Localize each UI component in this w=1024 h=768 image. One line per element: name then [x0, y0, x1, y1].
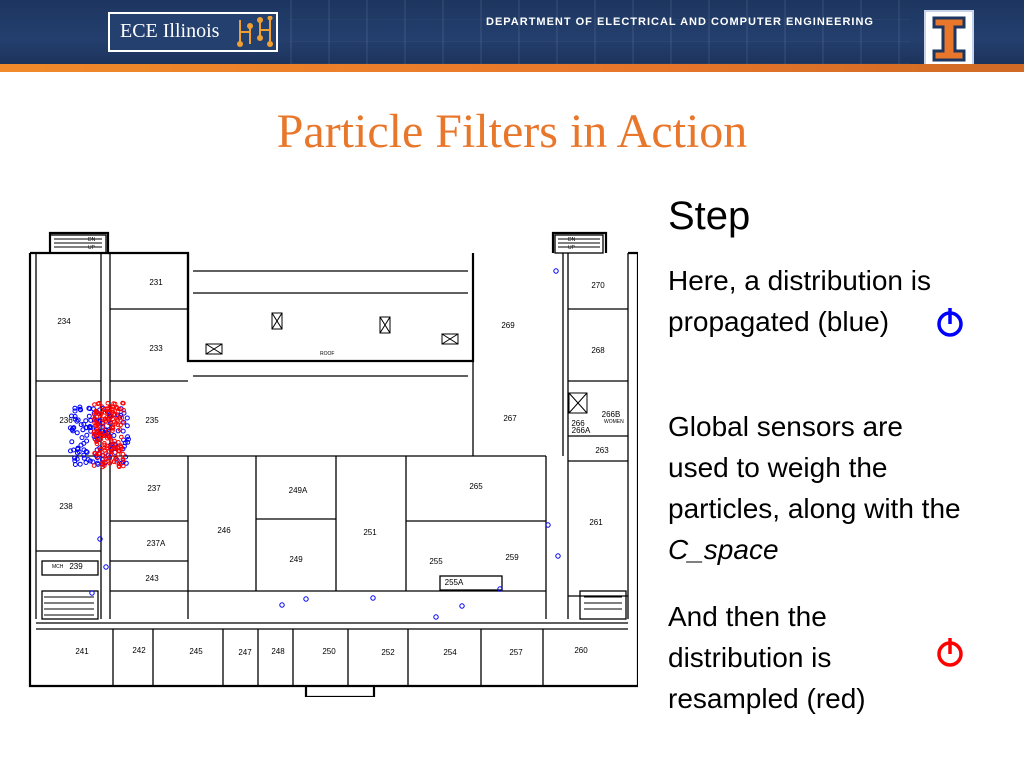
- red-particle: [120, 435, 124, 439]
- svg-text:UP: UP: [88, 245, 95, 251]
- header-banner: [0, 0, 1024, 72]
- illinois-block-i-icon[interactable]: [924, 10, 974, 68]
- cspace-term: C_space: [668, 534, 779, 565]
- svg-text:255A: 255A: [444, 578, 464, 587]
- svg-text:270: 270: [591, 281, 605, 290]
- banner-texture: [290, 0, 910, 64]
- blue-particle: [112, 434, 116, 438]
- department-title: DEPARTMENT OF ELECTRICAL AND COMPUTER ENGINEERING: [486, 16, 874, 28]
- bullet-weigh-text: Global sensors are used to weigh the particles, along with the: [668, 411, 961, 524]
- bullet-weigh: [668, 406, 968, 570]
- svg-text:255: 255: [429, 557, 443, 566]
- red-particle: [106, 401, 110, 405]
- svg-text:239: 239: [69, 562, 83, 571]
- svg-text:246: 246: [217, 526, 231, 535]
- svg-text:267: 267: [503, 414, 517, 423]
- blue-particle: [125, 424, 129, 428]
- svg-text:260: 260: [574, 646, 588, 655]
- power-icon[interactable]: [935, 306, 965, 338]
- svg-text:UP: UP: [568, 245, 575, 251]
- floor-plan-map: [28, 231, 638, 697]
- slide-title: Particle Filters in Action: [276, 105, 748, 158]
- svg-text:248: 248: [271, 647, 285, 656]
- svg-text:237: 237: [147, 484, 161, 493]
- blue-particle: [125, 416, 129, 420]
- svg-text:242: 242: [132, 646, 146, 655]
- svg-text:WOMEN: WOMEN: [604, 419, 624, 425]
- svg-text:268: 268: [591, 346, 605, 355]
- svg-text:233: 233: [149, 344, 163, 353]
- svg-text:250: 250: [322, 647, 336, 656]
- svg-text:269: 269: [501, 321, 515, 330]
- blue-particle: [91, 460, 95, 464]
- red-particle: [92, 464, 96, 468]
- blue-particle: [85, 433, 89, 437]
- circuit-chip-icon: [234, 16, 276, 48]
- svg-text:249: 249: [289, 555, 303, 564]
- svg-text:252: 252: [381, 648, 395, 657]
- svg-text:266: 266: [571, 419, 585, 428]
- svg-text:DN: DN: [88, 237, 96, 243]
- blue-particle: [70, 440, 74, 444]
- svg-text:245: 245: [189, 647, 203, 656]
- svg-text:265: 265: [469, 482, 483, 491]
- svg-text:257: 257: [509, 648, 523, 657]
- logo-text: ECE Illinois: [120, 20, 220, 42]
- blue-particle: [85, 439, 89, 443]
- svg-text:238: 238: [59, 502, 73, 511]
- banner-accent-bar: [0, 64, 1024, 72]
- blue-particle: [73, 409, 77, 413]
- red-particle: [93, 403, 97, 407]
- svg-text:237A: 237A: [146, 539, 166, 548]
- ece-illinois-logo[interactable]: [108, 12, 278, 52]
- blue-particle: [78, 462, 82, 466]
- svg-text:234: 234: [57, 317, 71, 326]
- svg-text:259: 259: [505, 553, 519, 562]
- svg-text:ROOF: ROOF: [320, 351, 335, 357]
- svg-text:266A: 266A: [571, 426, 591, 435]
- step-heading: Step: [668, 194, 751, 238]
- svg-text:MCH: MCH: [52, 564, 64, 570]
- blue-particle: [79, 423, 83, 427]
- svg-text:236: 236: [59, 416, 73, 425]
- bullet-propagated: Here, a distribution is propagated (blue): [668, 265, 932, 337]
- svg-text:235: 235: [145, 416, 159, 425]
- svg-text:243: 243: [145, 574, 159, 583]
- bullet-resampled: And then the distribution is resampled (red): [668, 601, 866, 714]
- svg-text:266B: 266B: [601, 410, 621, 419]
- power-icon[interactable]: [935, 636, 965, 668]
- svg-text:263: 263: [595, 446, 609, 455]
- svg-text:DN: DN: [568, 237, 576, 243]
- svg-text:231: 231: [149, 278, 163, 287]
- svg-text:249A: 249A: [288, 486, 308, 495]
- blue-particle: [87, 414, 91, 418]
- svg-text:261: 261: [589, 518, 603, 527]
- blue-particle: [80, 436, 84, 440]
- blue-particle: [75, 431, 79, 435]
- svg-text:241: 241: [75, 647, 89, 656]
- svg-text:254: 254: [443, 648, 457, 657]
- svg-text:247: 247: [238, 648, 252, 657]
- svg-text:251: 251: [363, 528, 377, 537]
